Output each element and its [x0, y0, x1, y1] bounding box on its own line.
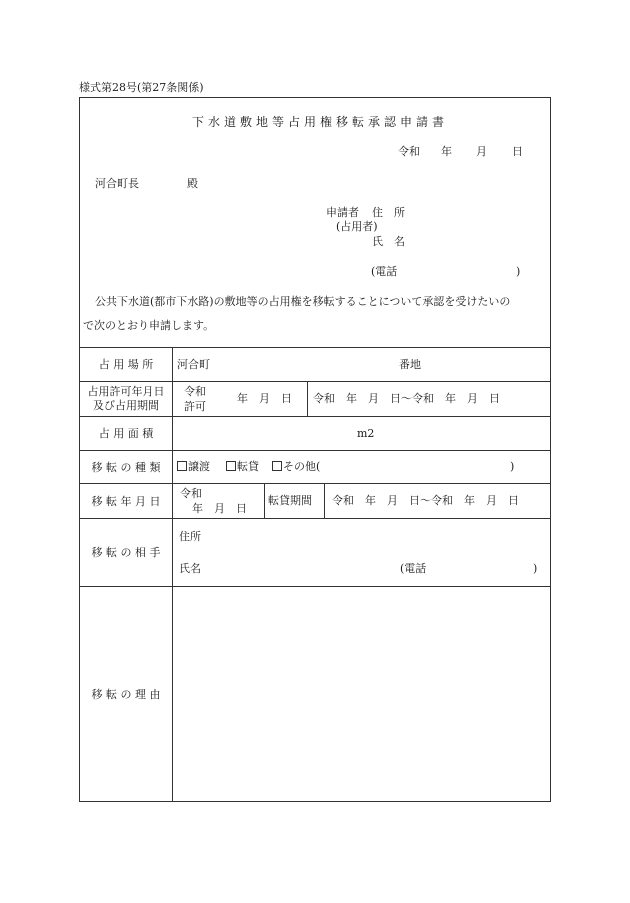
intro-line-2: で次のとおり申請します。: [83, 319, 215, 332]
reason-label: 移 転 の 理 由: [91, 688, 161, 701]
option-tentai-text: 転貸: [237, 460, 259, 473]
checkbox-jouto[interactable]: [177, 461, 187, 471]
applicant-phone-close: ): [516, 265, 521, 278]
rule-date-split-b: [324, 483, 325, 518]
applicant-label: 申請者: [326, 206, 359, 219]
option-other-close: ): [510, 460, 515, 473]
applicant-address-label: 住 所: [372, 206, 405, 219]
sublease-period: 令和 年 月 日～令和 年 月 日: [332, 494, 519, 507]
transfer-type-label: 移 転 の 種 類: [91, 460, 161, 474]
location-town: 河合町: [177, 358, 210, 371]
date-era: 令和: [398, 145, 420, 158]
permit-label-line-1: 占用許可年月日: [87, 385, 165, 399]
option-other[interactable]: [272, 461, 320, 472]
checkbox-other[interactable]: [272, 461, 282, 471]
permit-kyoka: 許可: [184, 400, 206, 413]
transfer-date-label: 移 転 年 月 日: [91, 494, 161, 508]
addressee-name: 河合町長: [95, 177, 139, 190]
area-unit: m2: [357, 427, 375, 440]
applicant-phone-open: (電話: [371, 265, 398, 278]
option-other-text: その他(: [283, 460, 321, 473]
location-banchi: 番地: [399, 358, 421, 371]
area-label: 占 用 面 積: [98, 427, 154, 440]
rule-label-column: [172, 347, 173, 802]
counterparty-name-label: 氏名: [179, 562, 201, 575]
date-day: 日: [512, 145, 523, 158]
counterparty-phone-close: ): [533, 562, 538, 575]
transfer-date-ymd: 年 月 日: [192, 502, 247, 515]
applicant-name-label: 氏 名: [372, 235, 405, 248]
checkbox-tentai[interactable]: [226, 461, 236, 471]
reason-field[interactable]: [174, 590, 547, 798]
permit-period: 令和 年 月 日～令和 年 月 日: [313, 392, 500, 405]
rule-permit-split: [307, 381, 308, 416]
applicant-occupant-label: (占用者): [336, 220, 378, 233]
location-label: 占 用 場 所: [98, 358, 154, 371]
option-tentai[interactable]: [226, 461, 259, 472]
date-month: 月: [476, 145, 487, 158]
counterparty-phone-open: (電話: [400, 562, 427, 575]
permit-label: [80, 381, 172, 416]
form-number-label: 様式第28号(第27条関係): [79, 81, 204, 94]
form-title: 下水道敷地等占用権移転承認申請書: [192, 115, 449, 129]
permit-era: 令和: [184, 385, 206, 398]
counterparty-address-label: 住所: [179, 530, 201, 543]
sublease-period-label: 転貸期間: [268, 494, 312, 507]
counterparty-label: 移 転 の 相 手: [91, 546, 161, 559]
permit-ymd: 年 月 日: [237, 392, 292, 405]
option-jouto-text: 譲渡: [188, 460, 210, 473]
permit-label-line-2: 及び占用期間: [93, 398, 159, 412]
date-year: 年: [441, 145, 452, 158]
addressee-honorific: 殿: [187, 177, 198, 190]
option-jouto[interactable]: [177, 461, 210, 472]
intro-line-1: 公共下水道(都市下水路)の敷地等の占用権を移転することについて承認を受けたいの: [95, 295, 511, 308]
rule-date-split-a: [264, 483, 265, 518]
transfer-date-era: 令和: [180, 487, 202, 500]
